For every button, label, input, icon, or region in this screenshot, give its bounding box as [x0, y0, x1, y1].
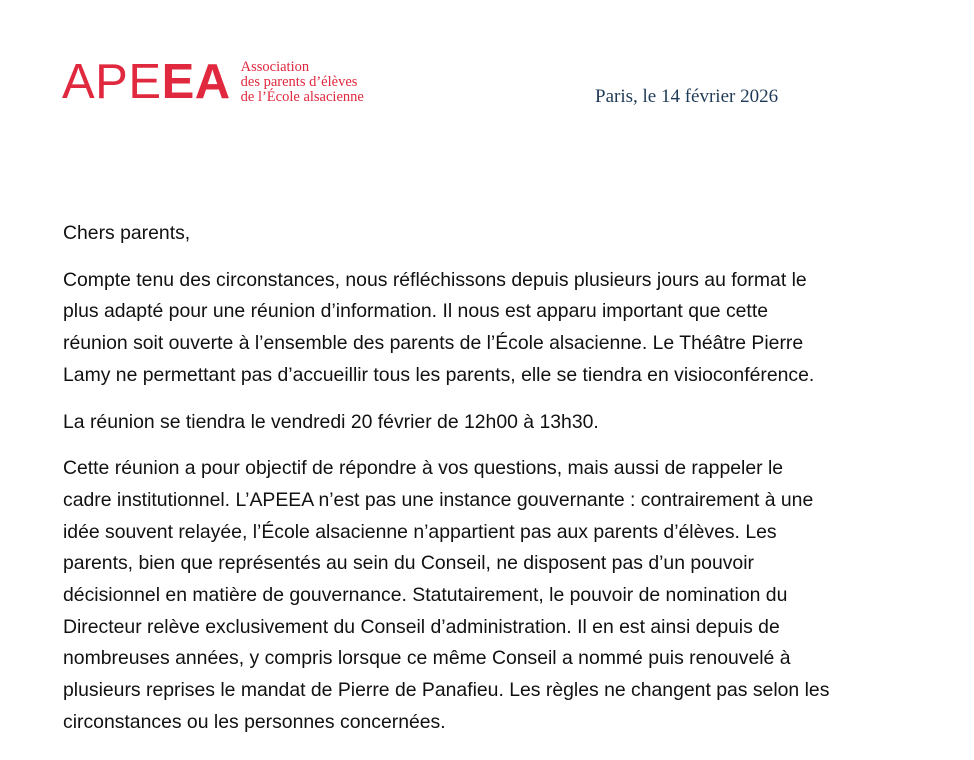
paragraph-line: circonstances ou les personnes concernées. — [63, 710, 446, 733]
apeea-logo — [62, 55, 364, 109]
paragraph-line: idée souvent relayée, l’École alsacienne n’appartient pas aux parents d’élèves. Les — [63, 520, 777, 543]
logo-mark-bold: EA — [161, 55, 231, 109]
logo-association-name — [241, 60, 364, 105]
paragraph-line: Lamy ne permettant pas d’accueillir tous les parents, elle se tiendra en visioconférence. — [63, 363, 815, 386]
paragraph-line: réunion soit ouverte à l’ensemble des parents de l’École alsacienne. Le Théâtre Pierre — [63, 332, 804, 355]
paragraph-institutional-frame — [63, 453, 943, 738]
paragraph-format — [63, 265, 943, 392]
logo-mark-thin: APE — [62, 55, 162, 109]
paragraph-line: Cette réunion a pour objectif de répondre à vos questions, mais aussi de rappeler le — [63, 457, 784, 480]
salutation: Chers parents, — [63, 222, 191, 244]
letter-body — [63, 218, 943, 754]
logo-name-line: Association — [240, 59, 310, 75]
paragraph-line: plus adapté pour une réunion d’information. Il nous est apparu important que cette — [63, 300, 768, 323]
paragraph-line: décisionnel en matière de gouvernance. Statutairement, le pouvoir de nomination du — [63, 584, 788, 607]
paragraph-line: parents, bien que représentés au sein du Conseil, ne disposent pas d’un pouvoir — [63, 552, 754, 575]
paragraph-line: cadre institutionnel. L’APEEA n’est pas une instance gouvernante : contrairement à une — [63, 488, 814, 511]
letter-date: Paris, le 14 février 2026 — [595, 86, 779, 107]
paragraph-line: plusieurs reprises le mandat de Pierre de Panafieu. Les règles ne changent pas selon les — [63, 679, 830, 702]
paragraph-meeting-date: La réunion se tiendra le vendredi 20 février de 12h00 à 13h30. — [63, 410, 599, 433]
paragraph-line: nombreuses années, y compris lorsque ce même Conseil a nommé puis renouvelé à — [63, 647, 791, 670]
paragraph-line: Compte tenu des circonstances, nous réfléchissons depuis plusieurs jours au format le — [63, 268, 807, 291]
logo-name-line: des parents d’élèves — [240, 74, 358, 90]
logo-mark — [62, 55, 231, 109]
paragraph-line: Directeur relève exclusivement du Conseil d’administration. Il en est ainsi depuis de — [63, 615, 780, 638]
logo-name-line: de l’École alsacienne — [240, 89, 364, 105]
